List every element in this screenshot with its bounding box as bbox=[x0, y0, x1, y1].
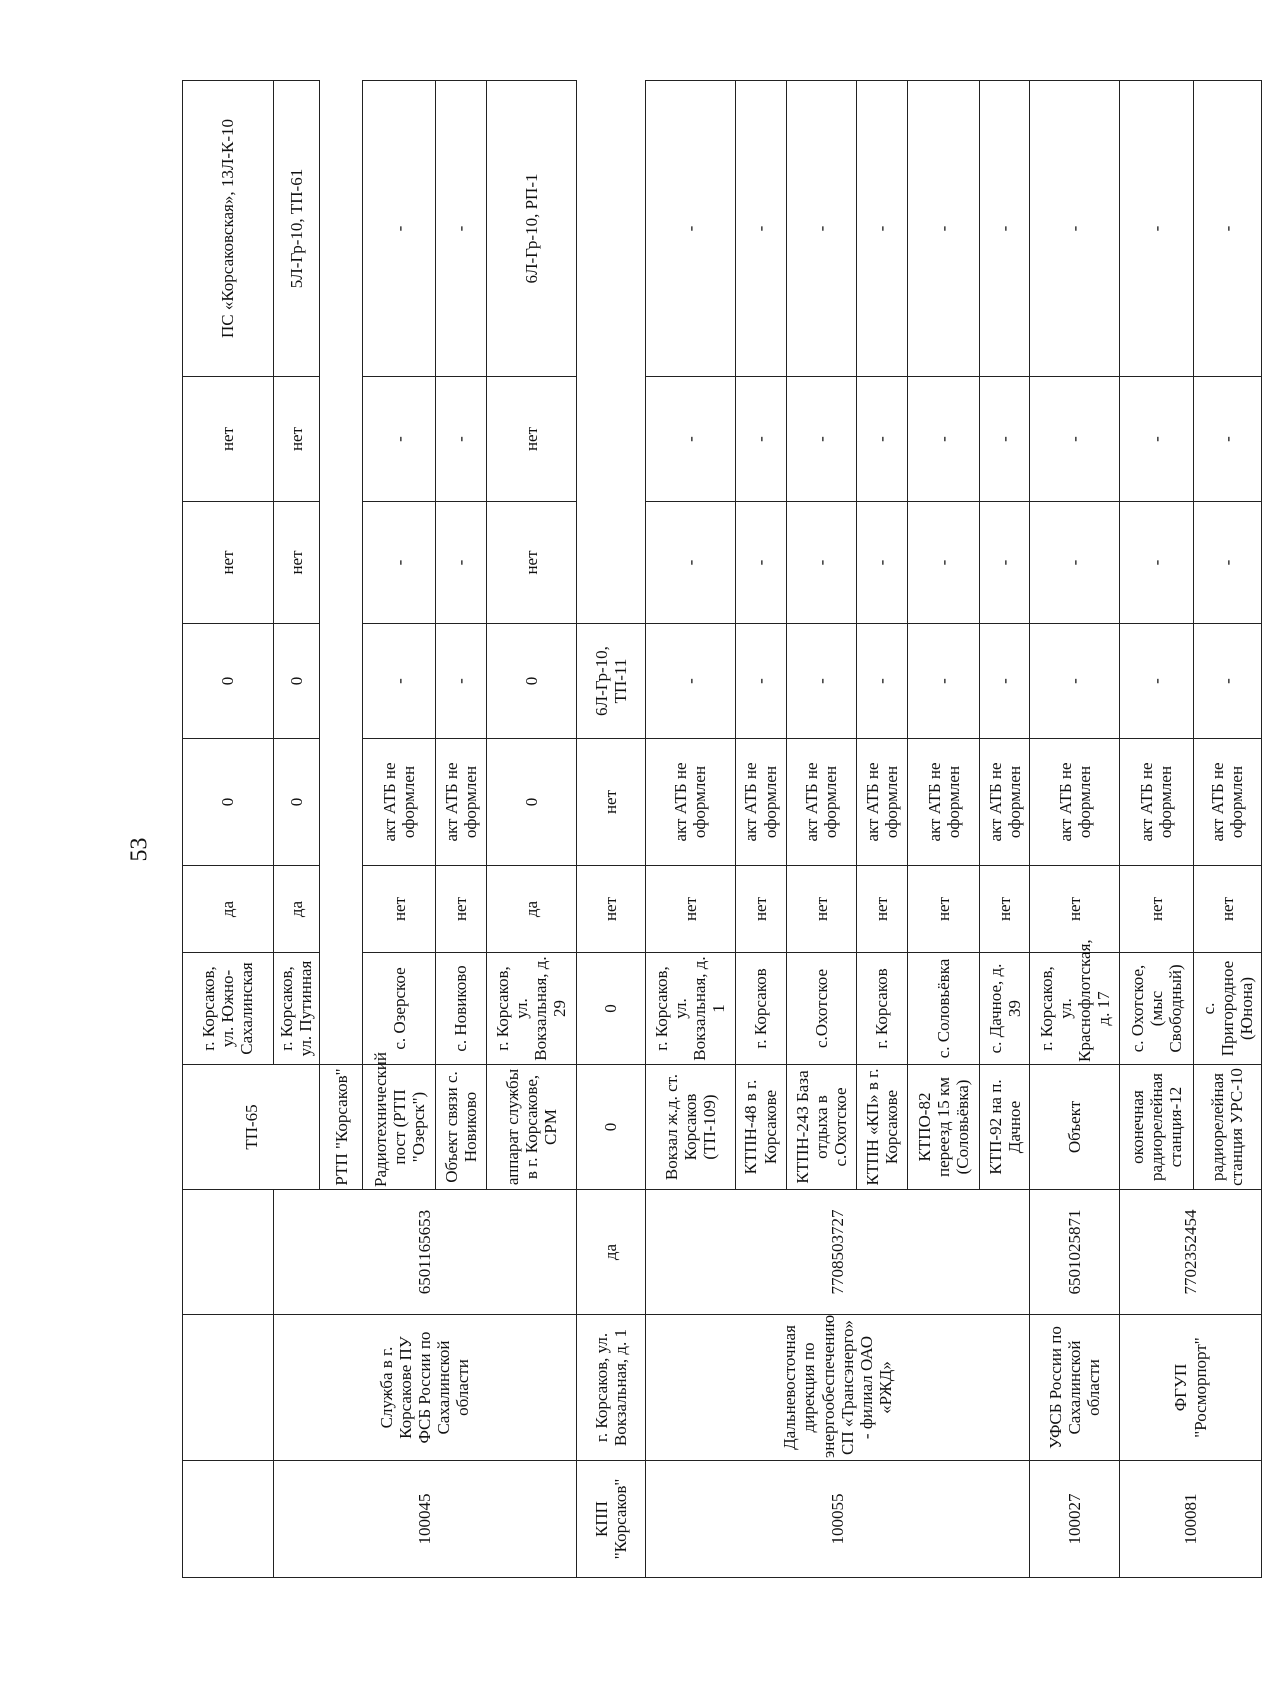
page-number: 53 bbox=[126, 837, 153, 862]
table-cell: нет bbox=[980, 866, 1030, 953]
table-cell: нет bbox=[486, 377, 576, 502]
table-cell: г. Корсаков bbox=[735, 953, 786, 1065]
table-cell: аппарат службы в г. Корсакове, СРМ bbox=[486, 1065, 576, 1190]
table-cell: - bbox=[856, 81, 907, 377]
table-cell: акт АТБ не оформлен bbox=[645, 739, 735, 866]
table-cell: - bbox=[786, 624, 856, 739]
table-cell: КТПО-82 переезд 15 км (Соловьёвка) bbox=[907, 1065, 980, 1190]
table-cell: КТПН-48 в г. Корсакове bbox=[735, 1065, 786, 1190]
table-cell: - bbox=[645, 377, 735, 502]
table-cell: с. Озерское bbox=[363, 953, 436, 1065]
table-cell: - bbox=[786, 81, 856, 377]
table-cell: 0 bbox=[273, 739, 320, 866]
table-cell: нет bbox=[856, 866, 907, 953]
table-cell: - bbox=[1030, 81, 1120, 377]
table-cell: - bbox=[1193, 502, 1261, 624]
table-cell: - bbox=[1193, 377, 1261, 502]
table-cell: нет bbox=[645, 866, 735, 953]
table-cell: с. Охотское, (мыс Свободный) bbox=[1120, 953, 1194, 1065]
table-cell: радиорелейная станция УРС-10 bbox=[1193, 1065, 1261, 1190]
table-cell: 100027 bbox=[1030, 1461, 1120, 1578]
table-cell: 0 bbox=[183, 739, 274, 866]
table-cell: нет bbox=[1120, 866, 1194, 953]
table-cell: 6501025871 bbox=[1030, 1190, 1120, 1315]
table-cell: - bbox=[856, 624, 907, 739]
table-cell: - bbox=[363, 502, 436, 624]
table-cell: - bbox=[1120, 81, 1194, 377]
table-cell: - bbox=[1120, 377, 1194, 502]
table-cell: - bbox=[907, 377, 980, 502]
table-cell: ТП-65 bbox=[183, 1065, 320, 1190]
table-cell: Служба в г. Корсакове ПУ ФСБ России по Сахалинской области bbox=[273, 1315, 576, 1461]
table-cell: акт АТБ не оформлен bbox=[1120, 739, 1194, 866]
table-cell: - bbox=[907, 81, 980, 377]
table-cell: - bbox=[856, 502, 907, 624]
table-cell: Вокзал ж.д. ст. Корсаков (ТП-109) bbox=[645, 1065, 735, 1190]
table-cell: - bbox=[907, 502, 980, 624]
table-cell: Дальневосточная дирекция по энергообеспечению СП «Трансэнерго» - филиал ОАО «РЖД» bbox=[645, 1315, 1030, 1461]
table-cell: - bbox=[1120, 624, 1194, 739]
table-cell: - bbox=[856, 377, 907, 502]
table-cell: акт АТБ не оформлен bbox=[856, 739, 907, 866]
table-cell: 100045 bbox=[273, 1461, 576, 1578]
table-cell: нет bbox=[363, 866, 436, 953]
table-row bbox=[1120, 81, 1194, 1578]
table-cell: - bbox=[907, 624, 980, 739]
table-cell: нет bbox=[735, 866, 786, 953]
table-cell: - bbox=[645, 502, 735, 624]
table-row bbox=[183, 81, 274, 1578]
table-cell: акт АТБ не оформлен bbox=[786, 739, 856, 866]
table-cell: 0 bbox=[486, 624, 576, 739]
table-cell: 6501165653 bbox=[273, 1190, 576, 1315]
table-cell: г. Корсаков, ул. Краснофлотская, д. 17 bbox=[1030, 953, 1120, 1065]
table-cell: - bbox=[786, 377, 856, 502]
table-cell: 0 bbox=[576, 1065, 645, 1190]
table-cell: нет bbox=[576, 866, 645, 953]
table-cell: г. Корсаков, ул. Вокзальная, д. 1 bbox=[576, 1315, 645, 1461]
table-cell: г. Корсаков, ул. Вокзальная, д. 1 bbox=[645, 953, 735, 1065]
table-cell: ПС «Корсаковская», 13Л-К-10 bbox=[183, 81, 274, 377]
table-cell: 6Л-Гр-10, РП-1 bbox=[486, 81, 576, 377]
table-cell: г. Корсаков, ул. Южно-Сахалинская bbox=[183, 953, 274, 1065]
table-cell: акт АТБ не оформлен bbox=[980, 739, 1030, 866]
table-cell: с.Охотское bbox=[786, 953, 856, 1065]
table-cell: КТПН «КП» в г. Корсакове bbox=[856, 1065, 907, 1190]
table-cell: нет bbox=[183, 377, 274, 502]
table-cell: нет bbox=[907, 866, 980, 953]
table-cell: - bbox=[363, 624, 436, 739]
table-cell: нет bbox=[273, 377, 320, 502]
table-cell: - bbox=[435, 81, 486, 377]
table-cell: 6Л-Гр-10, ТП-11 bbox=[576, 624, 645, 739]
table-cell: с. Пригородное (Юнона) bbox=[1193, 953, 1261, 1065]
table-cell: - bbox=[980, 81, 1030, 377]
table-body bbox=[183, 81, 1262, 1578]
table-cell: Объект связи с. Новиково bbox=[435, 1065, 486, 1190]
table-cell: - bbox=[980, 377, 1030, 502]
table-cell: нет bbox=[435, 866, 486, 953]
table-cell: акт АТБ не оформлен bbox=[435, 739, 486, 866]
table-cell: нет bbox=[486, 502, 576, 624]
table-cell bbox=[183, 1190, 274, 1315]
table-cell: Радиотехнический пост (РТП "Озерск") bbox=[363, 1065, 436, 1190]
table-cell: 0 bbox=[183, 624, 274, 739]
table-cell: - bbox=[1030, 624, 1120, 739]
table-cell: г. Корсаков bbox=[856, 953, 907, 1065]
table-row bbox=[1030, 81, 1120, 1578]
table-cell: - bbox=[435, 502, 486, 624]
table-cell: 0 bbox=[486, 739, 576, 866]
table-cell: КПП "Корсаков" bbox=[576, 1461, 645, 1578]
table-cell: РТП "Корсаков" bbox=[320, 1065, 363, 1190]
table-cell: акт АТБ не оформлен bbox=[1193, 739, 1261, 866]
table-cell: да bbox=[273, 866, 320, 953]
table-cell: - bbox=[645, 624, 735, 739]
table-cell: акт АТБ не оформлен bbox=[1030, 739, 1120, 866]
table-cell: - bbox=[1193, 81, 1261, 377]
table-cell: Объект bbox=[1030, 1065, 1120, 1190]
table-cell: 7702352454 bbox=[1120, 1190, 1262, 1315]
table-cell: - bbox=[363, 81, 436, 377]
table-cell: УФСБ России по Сахалинской области bbox=[1030, 1315, 1120, 1461]
table-cell: - bbox=[735, 502, 786, 624]
table-cell: нет bbox=[576, 739, 645, 866]
table-cell: 100055 bbox=[645, 1461, 1030, 1578]
table-cell: акт АТБ не оформлен bbox=[907, 739, 980, 866]
table-cell: нет bbox=[183, 502, 274, 624]
table-cell: - bbox=[1030, 377, 1120, 502]
table-cell: КТПН-243 База отдыха в с.Охотское bbox=[786, 1065, 856, 1190]
table-cell: нет bbox=[273, 502, 320, 624]
table-cell: оконечная радиорелейная станция-12 bbox=[1120, 1065, 1194, 1190]
table-cell: с. Новиково bbox=[435, 953, 486, 1065]
table-cell: 0 bbox=[273, 624, 320, 739]
table-cell: 5Л-Гр-10, ТП-61 bbox=[273, 81, 320, 377]
table-cell: - bbox=[435, 377, 486, 502]
table-cell: г. Корсаков, ул. Путинная bbox=[273, 953, 320, 1065]
table-cell: - bbox=[1030, 502, 1120, 624]
table-cell: - bbox=[363, 377, 436, 502]
table-cell: - bbox=[1193, 624, 1261, 739]
table-cell: да bbox=[486, 866, 576, 953]
table-cell: - bbox=[1120, 502, 1194, 624]
table-cell: 7708503727 bbox=[645, 1190, 1030, 1315]
table-cell: с. Дачное, д. 39 bbox=[980, 953, 1030, 1065]
table-cell: нет bbox=[786, 866, 856, 953]
table-row bbox=[273, 81, 320, 1578]
table-cell bbox=[183, 1315, 274, 1461]
table-cell: ФГУП "Росморпорт" bbox=[1120, 1315, 1262, 1461]
rotated-sheet bbox=[182, 81, 1262, 1578]
table-cell: - bbox=[980, 502, 1030, 624]
table-cell: с. Соловьёвка bbox=[907, 953, 980, 1065]
table-cell: КТП-92 на п. Дачное bbox=[980, 1065, 1030, 1190]
table-row bbox=[645, 81, 735, 1578]
table-cell: нет bbox=[1030, 866, 1120, 953]
table-cell: да bbox=[183, 866, 274, 953]
table-cell: г. Корсаков, ул. Вокзальная, д. 29 bbox=[486, 953, 576, 1065]
table-cell: 100081 bbox=[1120, 1461, 1262, 1578]
table-row bbox=[576, 81, 645, 1578]
table-cell: 0 bbox=[576, 953, 645, 1065]
table-cell: акт АТБ не оформлен bbox=[735, 739, 786, 866]
table-cell: - bbox=[735, 624, 786, 739]
table-cell: - bbox=[435, 624, 486, 739]
table-cell bbox=[183, 1461, 274, 1578]
table-cell: - bbox=[735, 377, 786, 502]
table-cell: да bbox=[576, 1190, 645, 1315]
table-cell: акт АТБ не оформлен bbox=[363, 739, 436, 866]
table-cell: - bbox=[645, 81, 735, 377]
table-cell: - bbox=[980, 624, 1030, 739]
report-table bbox=[182, 80, 1262, 1578]
table-cell: нет bbox=[1193, 866, 1261, 953]
table-cell: - bbox=[786, 502, 856, 624]
table-cell: - bbox=[735, 81, 786, 377]
